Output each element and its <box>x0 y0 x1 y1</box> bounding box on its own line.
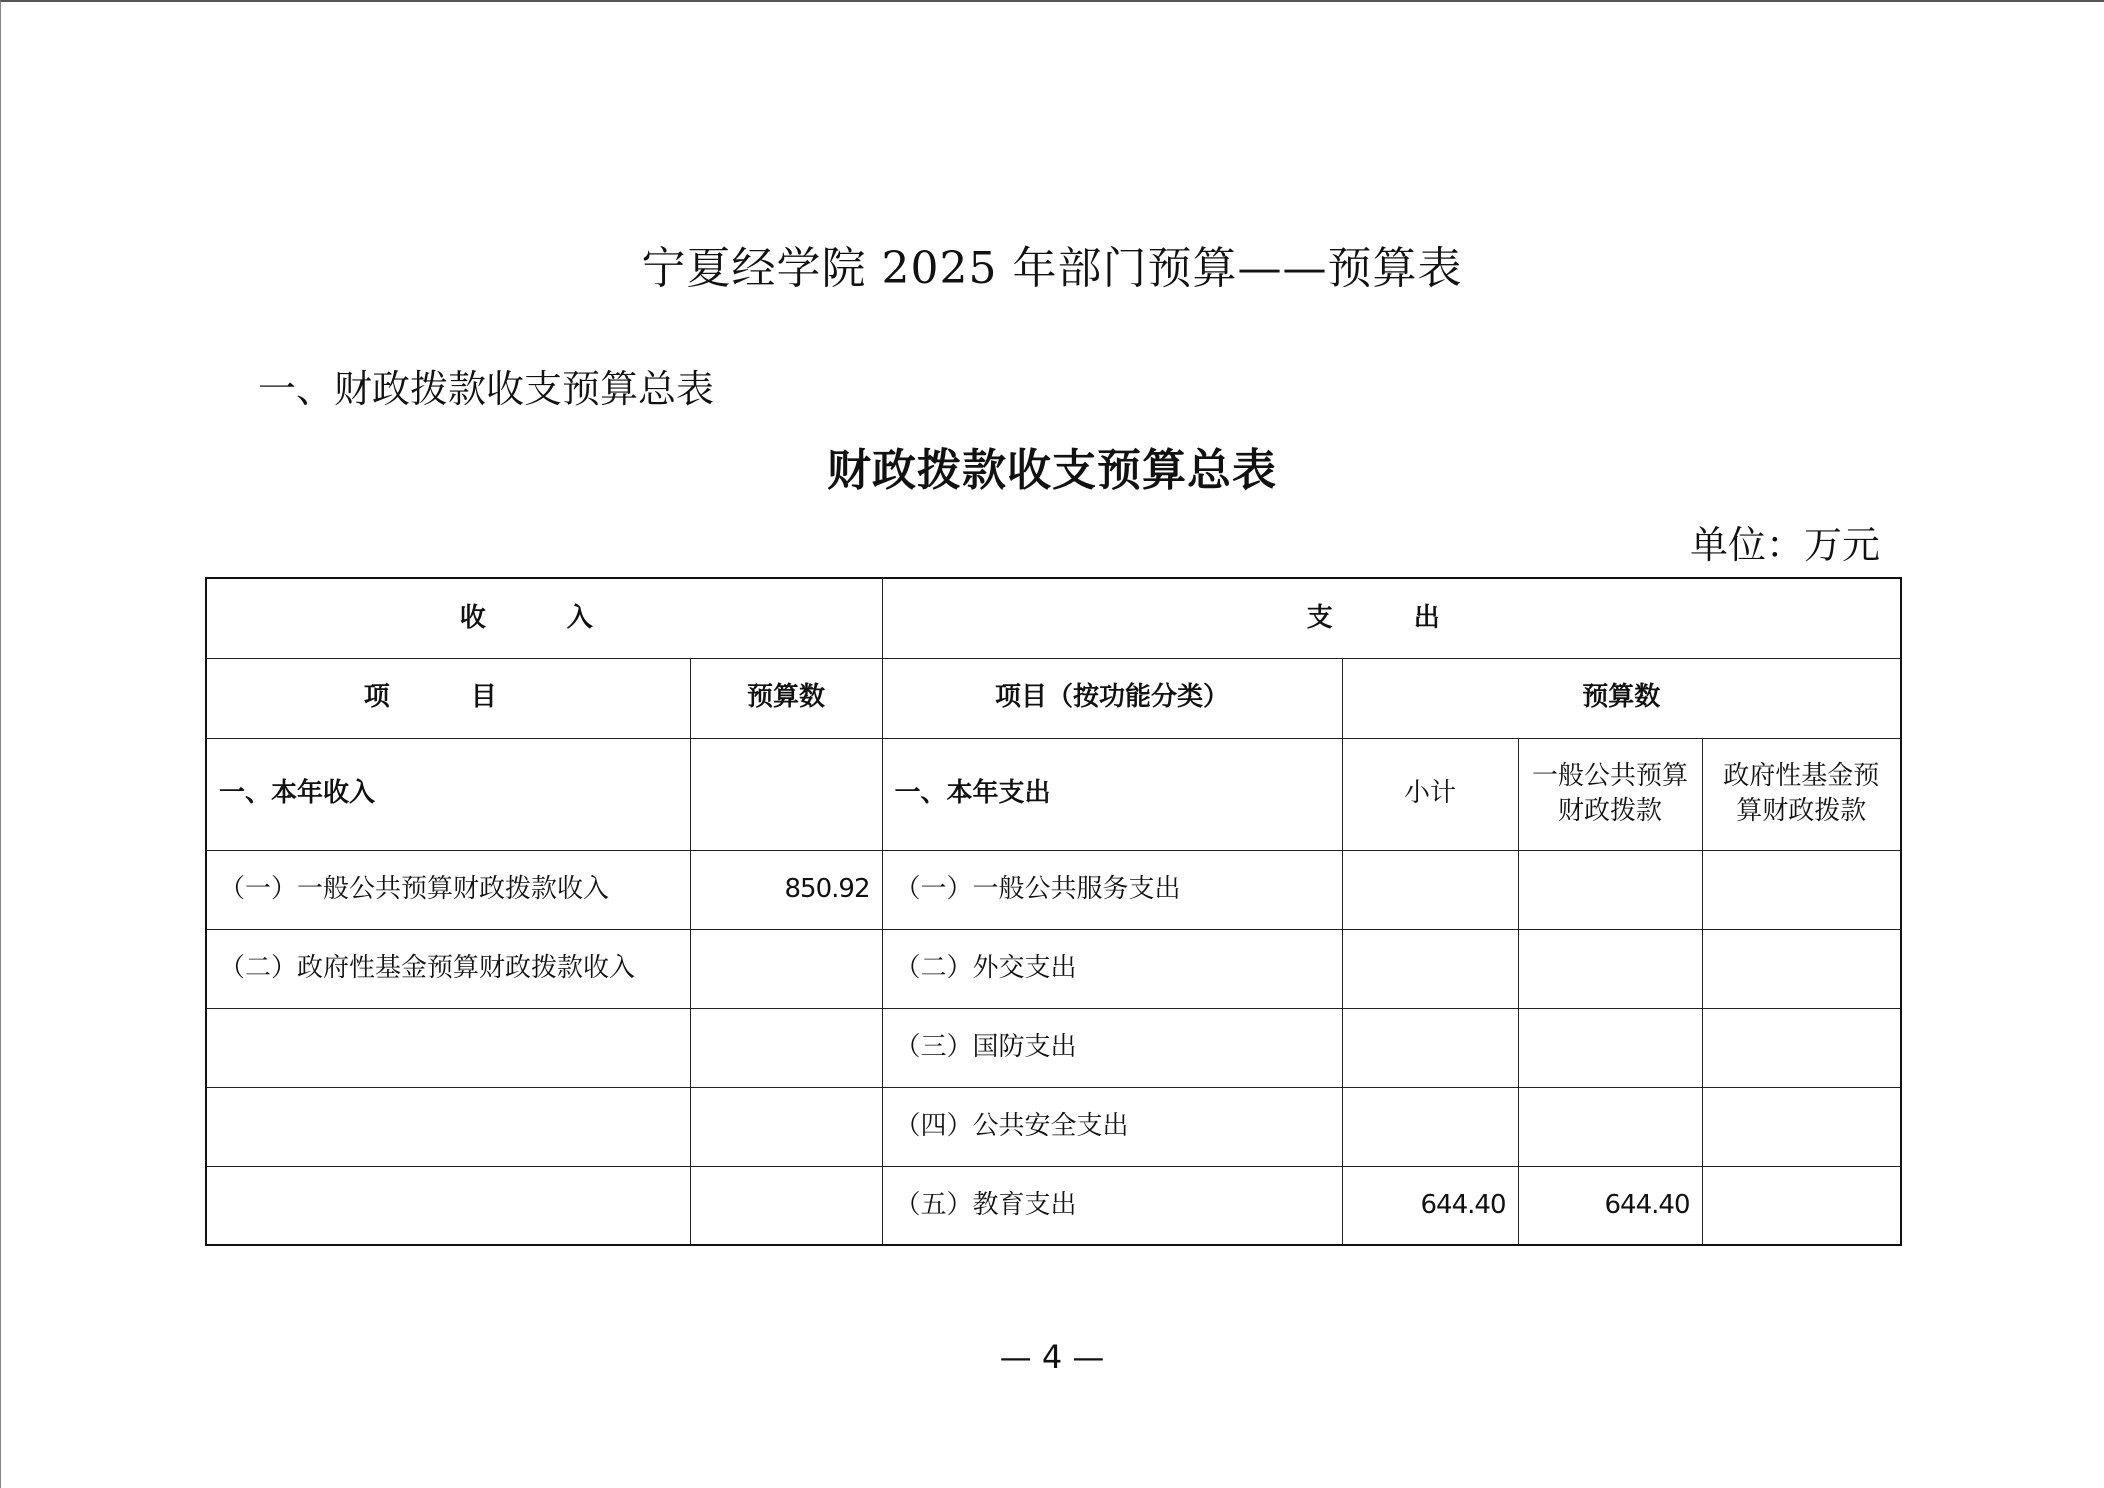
income-budget-header: 预算数 <box>690 658 882 738</box>
general-public-header: 一般公共预算财政拨款 <box>1518 738 1702 850</box>
subtotal-cell <box>1342 1087 1518 1166</box>
table-row <box>206 1087 1901 1166</box>
expense-item-header: 项目（按功能分类） <box>882 658 1342 738</box>
general-public-cell <box>1518 850 1702 929</box>
expense-item-cell: 一、本年支出 <box>882 738 1342 850</box>
gov-fund-cell <box>1702 1087 1901 1166</box>
section-heading: 一、财政拨款收支预算总表 <box>258 367 715 411</box>
general-public-cell <box>1518 929 1702 1008</box>
expense-budget-header: 预算数 <box>1342 658 1901 738</box>
unit-label: 单位：万元 <box>1689 523 1880 567</box>
subtotal-cell <box>1342 850 1518 929</box>
gov-fund-cell <box>1702 929 1901 1008</box>
expense-item-cell: （三）国防支出 <box>882 1008 1342 1087</box>
expense-item-cell: （四）公共安全支出 <box>882 1087 1342 1166</box>
expense-header: 支 出 <box>882 578 1901 658</box>
expense-item-cell: （二）外交支出 <box>882 929 1342 1008</box>
income-item-cell: （二）政府性基金预算财政拨款收入 <box>206 929 690 1008</box>
gov-fund-cell <box>1702 1008 1901 1087</box>
budget-summary-table <box>205 577 1902 1246</box>
income-item-cell <box>206 1087 690 1166</box>
general-public-cell: 644.40 <box>1518 1166 1702 1245</box>
table-row <box>206 1166 1901 1245</box>
income-amount-cell: 850.92 <box>690 850 882 929</box>
gov-fund-cell <box>1702 850 1901 929</box>
general-public-cell <box>1518 1008 1702 1087</box>
income-amount-cell <box>690 1166 882 1245</box>
gov-fund-cell <box>1702 1166 1901 1245</box>
table-row <box>206 1008 1901 1087</box>
table-row <box>206 929 1901 1008</box>
subtotal-cell <box>1342 1008 1518 1087</box>
table-row <box>206 850 1901 929</box>
page-number: — 4 — <box>999 1338 1105 1376</box>
document-title: 宁夏经学院 2025 年部门预算——预算表 <box>641 243 1463 294</box>
income-amount-cell <box>690 1008 882 1087</box>
income-header: 收 入 <box>206 578 882 658</box>
income-item-cell: （一）一般公共预算财政拨款收入 <box>206 850 690 929</box>
income-item-cell <box>206 1008 690 1087</box>
income-item-cell <box>206 1166 690 1245</box>
table-header-row-2 <box>206 658 1901 738</box>
table-title: 财政拨款收支预算总表 <box>827 445 1277 496</box>
subtotal-cell: 644.40 <box>1342 1166 1518 1245</box>
income-item-cell: 一、本年收入 <box>206 738 690 850</box>
general-public-cell <box>1518 1087 1702 1166</box>
subtotal-cell <box>1342 929 1518 1008</box>
income-amount-cell <box>690 1087 882 1166</box>
income-item-header: 项 目 <box>206 658 690 738</box>
expense-item-cell: （五）教育支出 <box>882 1166 1342 1245</box>
table-header-row-1 <box>206 578 1901 658</box>
income-amount-cell <box>690 738 882 850</box>
subtotal-header: 小计 <box>1342 738 1518 850</box>
table-row <box>206 738 1901 850</box>
gov-fund-header: 政府性基金预算财政拨款 <box>1702 738 1901 850</box>
income-amount-cell <box>690 929 882 1008</box>
expense-item-cell: （一）一般公共服务支出 <box>882 850 1342 929</box>
